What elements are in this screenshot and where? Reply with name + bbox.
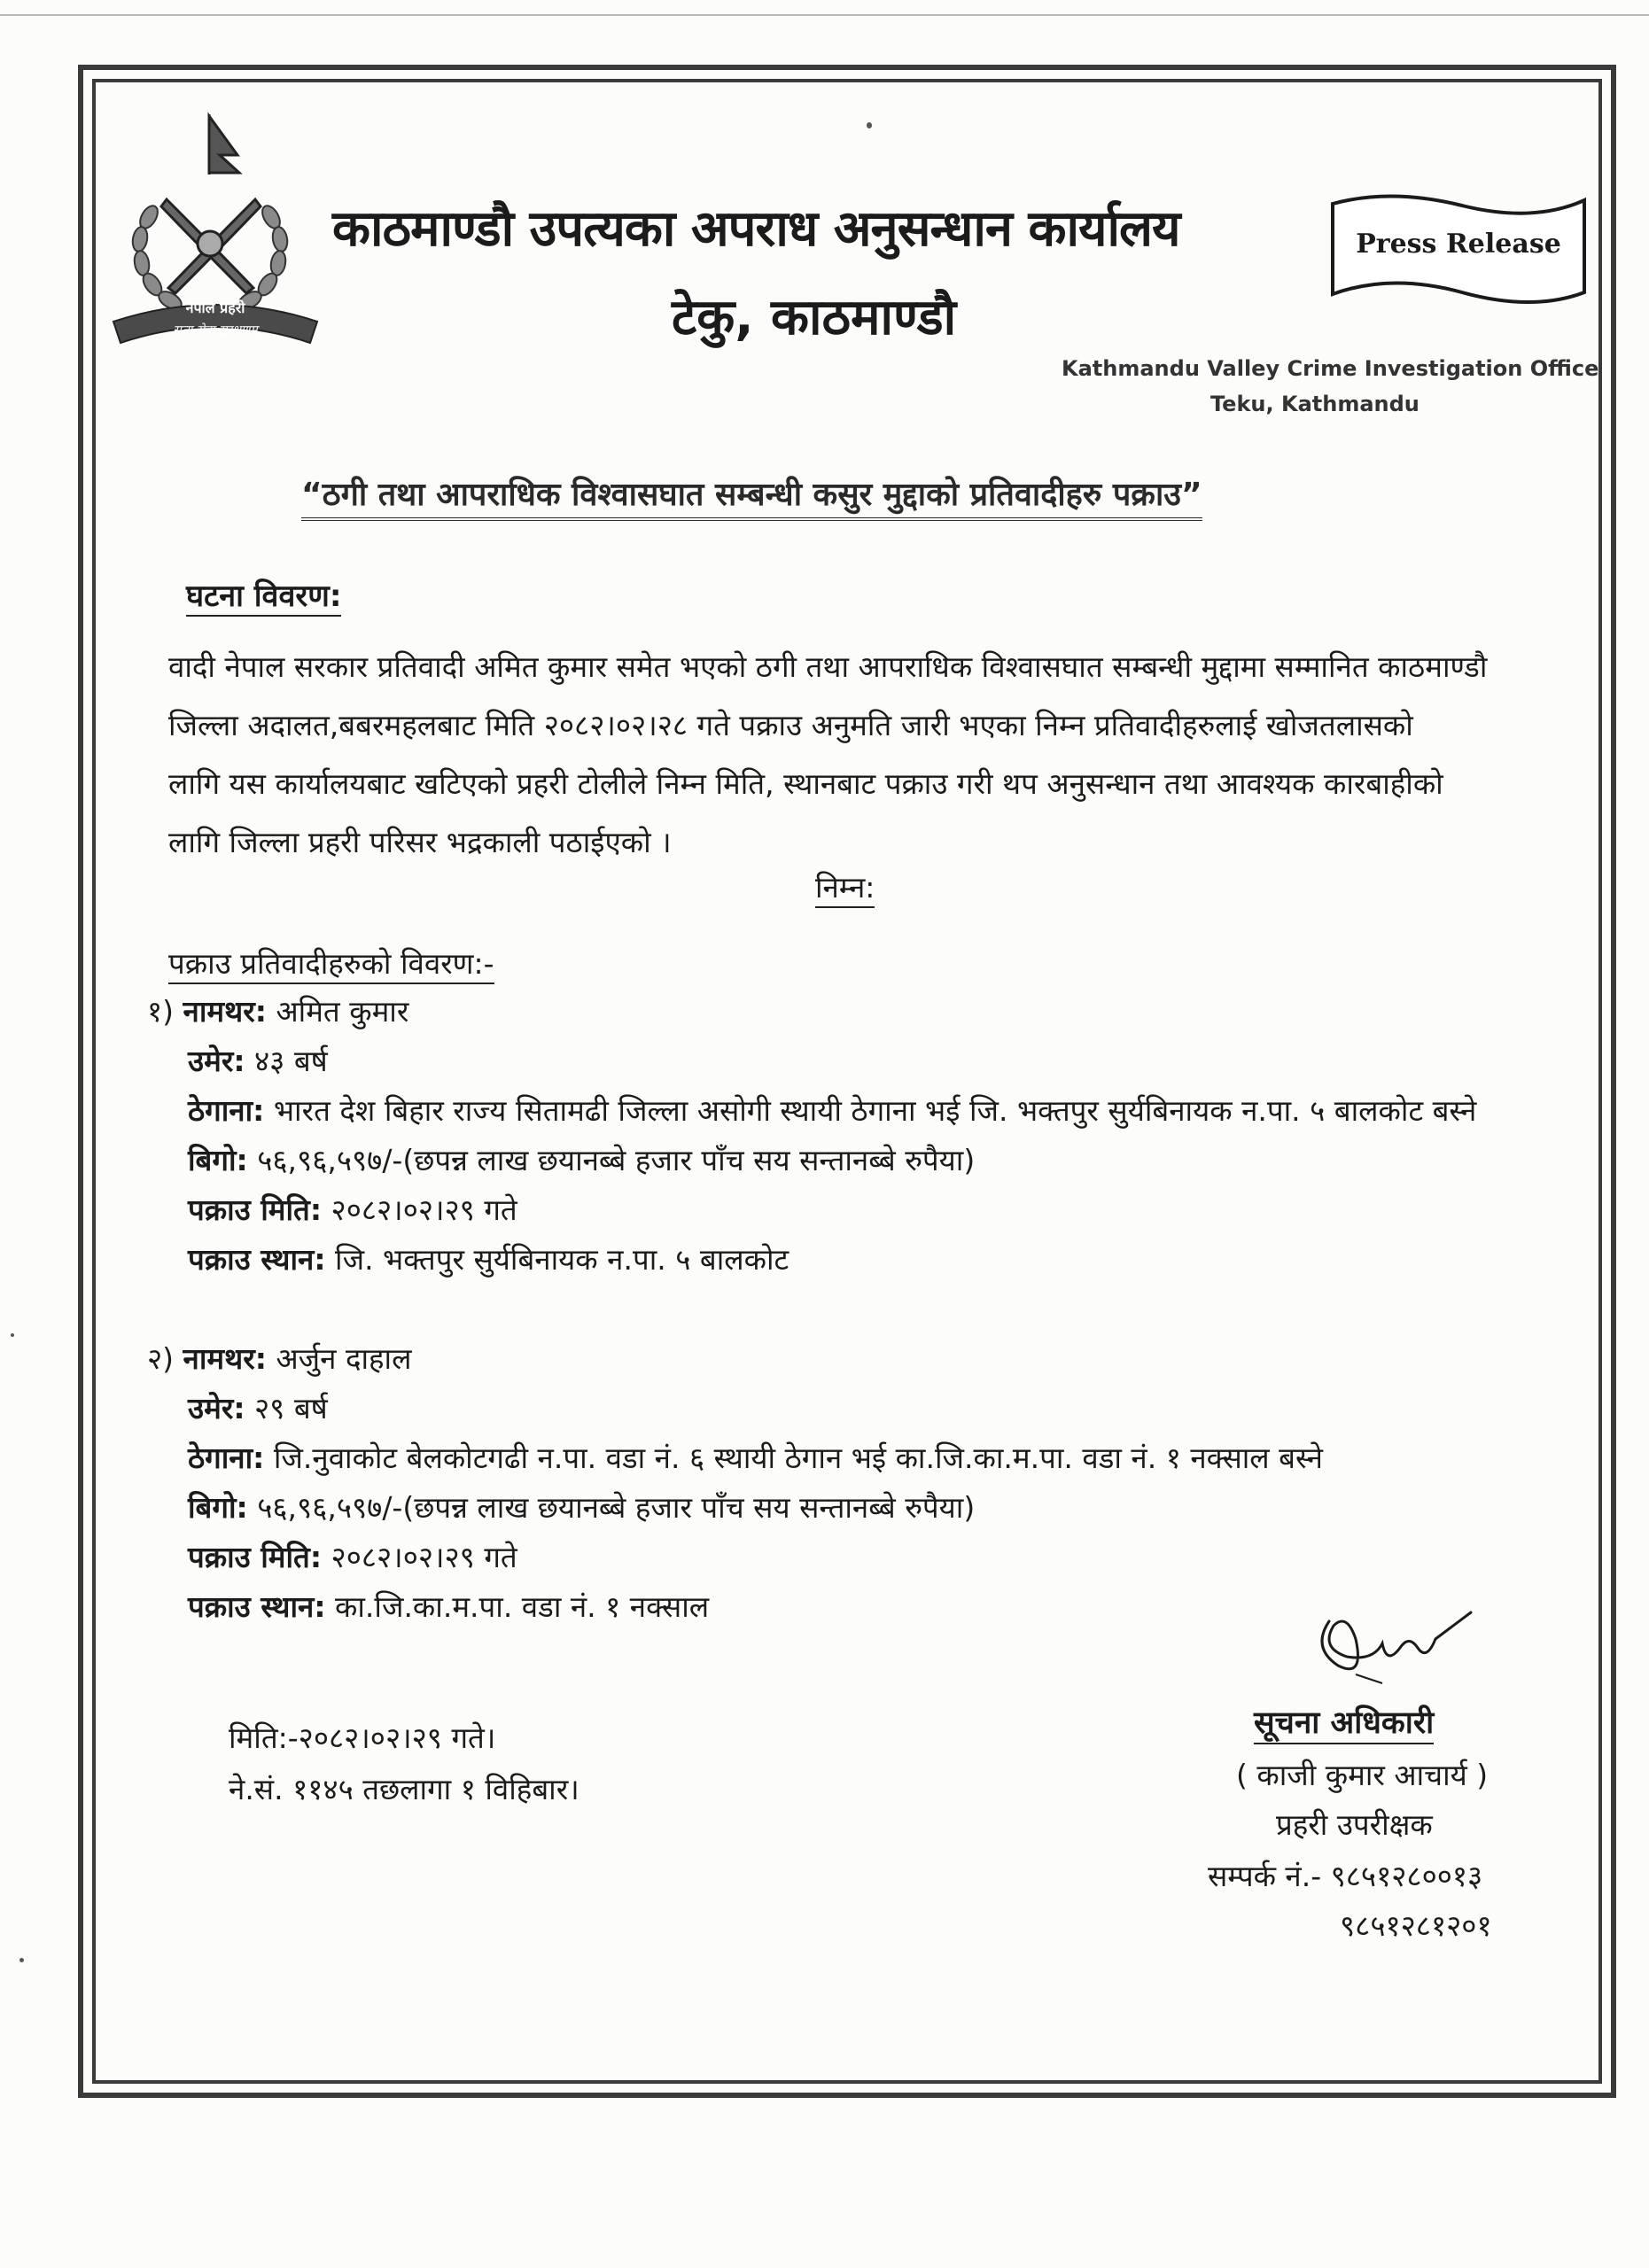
accused-2-arrest-place-row xyxy=(188,1586,709,1626)
arrest-date-label: पक्राउ मिति: xyxy=(188,1540,323,1574)
accused-claim: ५६,९६,५९७/-(छपन्न लाख छयानब्बे हजार पाँच सय सन्तानब्बे रुपैया) xyxy=(257,1143,976,1177)
press-release-label: Press Release xyxy=(1356,229,1561,260)
arrest-place: का.जि.का.म.पा. वडा नं. १ नक्साल xyxy=(335,1589,710,1624)
accused-section-label: पक्राउ प्रतिवादीहरुको विवरण:- xyxy=(168,943,494,984)
accused-2-claim-row xyxy=(188,1487,975,1526)
accused-name: अमित कुमार xyxy=(276,994,409,1029)
accused-2-address-row xyxy=(188,1437,1323,1477)
accused-address: भारत देश बिहार राज्य सितामढी जिल्ला असोगी स्थायी ठेगाना भई जि. भक्तपुर सुर्यबिनायक न.पा. ५ बालकोट बस्ने xyxy=(273,1093,1477,1128)
officer-contact: सम्पर्क नं.- ९८५१२८००१३ xyxy=(1208,1859,1483,1893)
incident-label: घटना विवरण: xyxy=(186,574,341,617)
scan-speck xyxy=(867,122,872,128)
accused-number: १) xyxy=(147,994,175,1029)
accused-1-name-row xyxy=(147,990,408,1030)
accused-1-arrest-place-row xyxy=(188,1239,789,1278)
age-label: उमेर: xyxy=(188,1391,245,1425)
incident-paragraph xyxy=(168,638,1551,872)
accused-2-age-row xyxy=(188,1387,328,1427)
scan-speck xyxy=(11,1333,14,1337)
accused-1-claim-row xyxy=(188,1139,975,1179)
accused-1-age-row xyxy=(188,1040,328,1080)
accused-2-name-row xyxy=(147,1338,411,1378)
press-heading: “ठगी तथा आपराधिक विश्वासघात सम्बन्धी कसुर मुद्दाको प्रतिवादीहरु पक्राउ” xyxy=(301,471,1202,521)
office-location-np: टेकु, काठमाण्डौ xyxy=(672,289,957,346)
claim-label: बिगो: xyxy=(188,1143,248,1177)
accused-1-address-row xyxy=(188,1090,1476,1130)
name-label: नामथर: xyxy=(183,1341,267,1376)
arrest-date-label: पक्राउ मिति: xyxy=(188,1192,323,1227)
address-label: ठेगाना: xyxy=(188,1093,265,1128)
nepal-sambat-date: ने.सं. ११४५ तछलागा १ विहिबार। xyxy=(229,1772,579,1806)
arrest-place-label: पक्राउ स्थान: xyxy=(188,1589,326,1624)
paragraph-line: लागि यस कार्यालयबाट खटिएको प्रहरी टोलीले निम्न मिति, स्थानबाट पक्राउ गरी थप अनुसन्धान तथा आवश्यक कारबाहीको xyxy=(168,766,1443,801)
arrest-place: जि. भक्तपुर सुर्यबिनायक न.पा. ५ बालकोट xyxy=(335,1242,789,1277)
officer-name: ( काजी कुमार आचार्य ) xyxy=(1236,1758,1489,1792)
office-title-np: काठमाण्डौ उपत्यका अपराध अनुसन्धान कार्यालय xyxy=(332,200,1180,258)
officer-contact-2: ९८५१२८१२०१ xyxy=(1340,1908,1492,1943)
officer-rank: प्रहरी उपरीक्षक xyxy=(1276,1807,1433,1842)
arrest-place-label: पक्राउ स्थान: xyxy=(188,1242,326,1277)
name-label: नामथर: xyxy=(183,994,267,1029)
accused-name: अर्जुन दाहाल xyxy=(276,1341,412,1376)
age-label: उमेर: xyxy=(188,1044,245,1078)
paragraph-line: वादी नेपाल सरकार प्रतिवादी अमित कुमार समेत भएको ठगी तथा आपराधिक विश्वासघात सम्बन्धी मुद्दामा सम्मानित काठमाण्डौ xyxy=(168,649,1488,684)
scan-edge-line xyxy=(0,14,1649,16)
officer-title: सूचना अधिकारी xyxy=(1254,1701,1434,1744)
below-label: निम्न: xyxy=(815,866,875,908)
paragraph-line: जिल्ला अदालत,बबरमहलबाट मिति २०८२।०२।२८ गते पक्राउ अनुमति जारी भएका निम्न प्रतिवादीहरुलाई खोजतलासको xyxy=(168,708,1413,742)
accused-age: २९ बर्ष xyxy=(254,1391,328,1425)
handwritten-signature xyxy=(1303,1595,1480,1692)
accused-number: २) xyxy=(147,1341,175,1376)
accused-2-arrest-date-row xyxy=(188,1536,517,1576)
office-title-en: Kathmandu Valley Crime Investigation Office xyxy=(1062,356,1599,381)
emblem-motto-bottom: सत्य सेवा सुरक्षणम् xyxy=(173,323,258,338)
accused-1-arrest-date-row xyxy=(188,1189,517,1229)
nepal-police-emblem xyxy=(105,111,326,354)
paragraph-line: लागि जिल्ला प्रहरी परिसर भद्रकाली पठाईएको । xyxy=(168,825,672,859)
accused-address: जि.नुवाकोट बेलकोटगढी न.पा. वडा नं. ६ स्थायी ठेगान भई का.जि.का.म.पा. वडा नं. १ नक्साल बस्ने xyxy=(273,1441,1323,1475)
claim-label: बिगो: xyxy=(188,1490,248,1525)
office-location-en: Teku, Kathmandu xyxy=(1210,392,1420,416)
issue-date: मिति:-२०८२।०२।२९ गते। xyxy=(229,1720,496,1755)
emblem-motto-top: नेपाल प्रहरी xyxy=(185,299,245,316)
accused-claim: ५६,९६,५९७/-(छपन्न लाख छयानब्बे हजार पाँच सय सन्तानब्बे रुपैया) xyxy=(257,1490,976,1525)
accused-age: ४३ बर्ष xyxy=(254,1044,328,1078)
arrest-date: २०८२।०२।२९ गते xyxy=(331,1192,517,1227)
arrest-date: २०८२।०२।२९ गते xyxy=(331,1540,517,1574)
scan-speck xyxy=(19,1958,24,1962)
address-label: ठेगाना: xyxy=(188,1441,265,1475)
